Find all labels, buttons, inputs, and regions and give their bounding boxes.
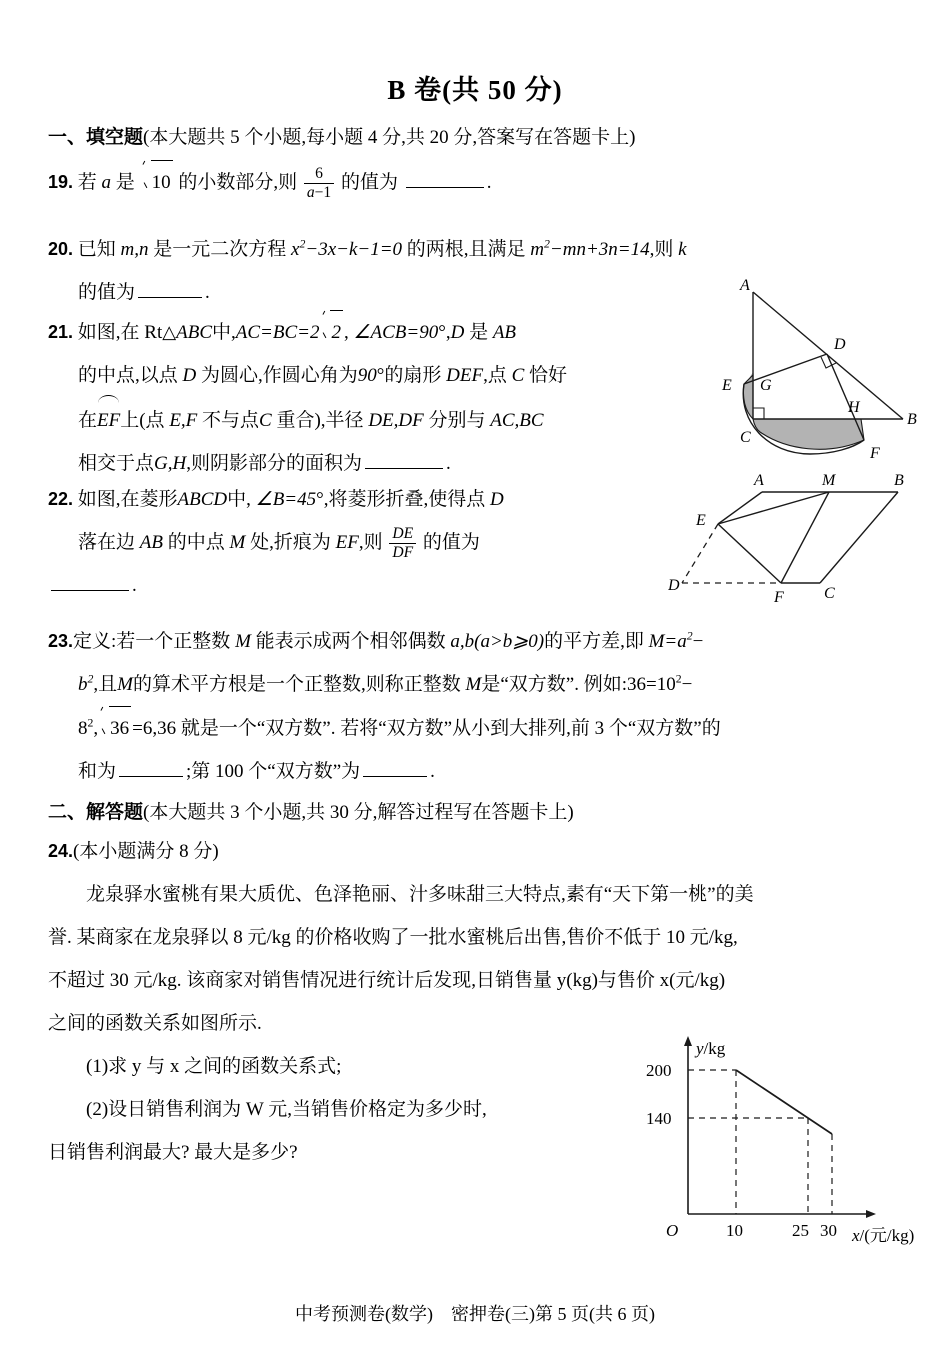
q21-l2-deg	[358, 365, 385, 386]
q22-fraction-numerator: DE	[392, 525, 414, 543]
label-M: M	[822, 472, 836, 489]
q23-text-3: 的平方差,即	[544, 631, 644, 652]
q22-angle-text: ∠B=45	[255, 489, 317, 510]
q23-l2-text1: ,且	[93, 674, 118, 695]
q21-seg-ab: AB	[492, 322, 517, 343]
q22-point-d: D	[490, 489, 504, 510]
q23-l2-m: M	[117, 674, 133, 695]
label-F: F	[774, 589, 784, 606]
question-23-line-3	[48, 706, 721, 750]
question-24-para-1: 龙泉驿水蜜桃有果大质优、色泽艳丽、汁多味甜三大特点,素有“天下第一桃”的美	[86, 884, 754, 905]
question-24-sub-2a: (2)设日销售利润为 W 元,当销售价格定为多少时,	[86, 1099, 487, 1120]
q21-l3-c: C	[259, 410, 272, 431]
q20-var-k: k	[678, 239, 687, 260]
q20-vars-mn: m,n	[120, 239, 149, 260]
q22-text-1: 如图,在菱形	[77, 489, 178, 510]
q22-crease-ef: EF	[335, 532, 359, 553]
q22-text-2: 中,	[227, 489, 251, 510]
question-23-line-4	[48, 750, 721, 793]
figure-21-triangle-sector	[698, 272, 930, 470]
xtick-10: 10	[726, 1221, 743, 1240]
q23-l3-text: =6,36 就是一个“双方数”. 若将“双方数”从小到大排列,前 3 个“双方数”的	[132, 718, 721, 739]
sqrt-icon	[141, 160, 173, 204]
x-axis-arrow	[866, 1210, 876, 1218]
right-angle-c	[753, 408, 764, 419]
q21-l2-text5: 恰好	[529, 365, 568, 386]
xtick-30: 30	[820, 1221, 837, 1240]
q21-l2-c: C	[511, 365, 525, 386]
answer-blank-22[interactable]	[51, 590, 129, 591]
q22-l3-period: .	[132, 575, 137, 596]
data-line	[736, 1070, 832, 1134]
label-B: B	[894, 472, 904, 489]
q20-text-1: 已知	[77, 239, 116, 260]
q20-line2-period: .	[205, 282, 210, 303]
question-24-para-2: 誉. 某商家在龙泉驿以 8 元/kg 的价格收购了一批水蜜桃后出售,售价不低于 10 元/kg,	[48, 927, 738, 948]
y-axis-arrow	[684, 1036, 692, 1046]
q19-var-a: a	[101, 172, 112, 193]
section-heading-fill-in	[48, 122, 635, 149]
answer-blank-20[interactable]	[138, 297, 202, 298]
question-19-line-1	[48, 160, 491, 204]
question-22-line-3	[48, 564, 504, 607]
section-label-solve: 二、解答题	[48, 802, 144, 823]
q22-l2-text4: ,则	[358, 532, 383, 553]
label-A: A	[740, 277, 750, 294]
q23-l2-text2: 的算术平方根是一个正整数,则称正整数	[132, 674, 461, 695]
x-axis-label: x/(元/kg)	[852, 1226, 915, 1245]
degree-icon: °	[376, 365, 385, 386]
q21-abc: ABC	[176, 322, 212, 343]
figure-22-svg	[668, 468, 930, 608]
q20-text-4: ,则	[649, 239, 674, 260]
arc-ef-icon: EF	[97, 397, 120, 442]
degree-icon: °	[438, 322, 446, 343]
crease-em	[718, 492, 829, 524]
q23-radicand: 36	[109, 706, 131, 750]
q21-l3-acbc: AC,BC	[490, 410, 544, 431]
q19-text-2: 是	[115, 172, 135, 193]
q21-text-2: 中,	[212, 322, 236, 343]
q23-l2-text3: 是“双方数”. 例如:36=10	[481, 674, 676, 695]
label-C: C	[740, 429, 751, 446]
q23-eight-squared	[78, 718, 93, 739]
q22-fraction	[389, 525, 416, 561]
question-22-number: 22.	[48, 489, 74, 509]
answer-blank-23a[interactable]	[119, 776, 183, 777]
q19-fraction-numerator: 6	[315, 165, 323, 183]
q22-l2-text5: 的值为	[422, 532, 480, 553]
question-20-number: 20.	[48, 239, 74, 259]
answer-blank-23b[interactable]	[363, 776, 427, 777]
answer-blank-19[interactable]	[406, 187, 484, 188]
q23-text-2: 能表示成两个相邻偶数	[255, 631, 446, 652]
sqrt-icon	[320, 310, 343, 354]
question-22	[48, 478, 504, 607]
q22-l2-text1: 落在边	[78, 532, 136, 553]
figure-21-svg	[698, 272, 930, 470]
q22-seg-ab: AB	[139, 532, 163, 553]
label-D: D	[668, 577, 680, 594]
q21-l2-90: 90	[357, 365, 377, 386]
question-20-line-1	[48, 228, 687, 271]
sqrt-icon	[99, 706, 131, 750]
q23-var-m: M	[235, 631, 251, 652]
question-23-line-1	[48, 620, 721, 663]
question-24-number: 24.	[48, 841, 74, 861]
degree-icon: °	[316, 489, 324, 510]
q23-l4-text1: 和为	[78, 761, 117, 782]
question-19	[48, 160, 491, 204]
q20-cond-m: m	[530, 239, 545, 260]
q21-l3-radii: DE,DF	[368, 410, 424, 431]
q19-text-3: 的小数部分,则	[178, 172, 298, 193]
q23-l4-text2: ;第 100 个“双方数”为	[186, 761, 361, 782]
question-24-marks: (本小题满分 8 分)	[73, 841, 219, 862]
question-20	[48, 228, 687, 314]
section-desc-fill-in: (本大题共 5 个小题,每小题 4 分,共 20 分,答案写在答题卡上)	[143, 127, 636, 148]
q22-l2-text2: 的中点	[167, 532, 225, 553]
q20-eq-exp: 2	[299, 237, 306, 251]
q19-fraction	[304, 165, 334, 201]
q20-text-2: 是一元二次方程	[153, 239, 287, 260]
page-footer: 中考预测卷(数学) 密押卷(三)第 5 页(共 6 页)	[295, 1304, 655, 1324]
q22-fraction-denominator: DF	[389, 543, 416, 561]
question-21	[48, 310, 567, 485]
xtick-25: 25	[792, 1221, 809, 1240]
crease-ef	[718, 524, 781, 583]
q21-radicand: 2	[330, 310, 343, 354]
q21-ac-bc: AC=BC=2	[235, 322, 320, 343]
q21-l3-text4: 重合),半径	[276, 410, 364, 431]
q23-formula-text: M=a	[648, 631, 687, 652]
section-desc-solve: (本大题共 3 个小题,共 30 分,解答过程写在答题卡上)	[143, 802, 574, 823]
q23-formula	[649, 631, 693, 652]
q20-equation	[291, 239, 402, 260]
y-axis-label: y/kg	[696, 1039, 726, 1058]
q21-comma-2: ,	[445, 322, 451, 343]
radius-de	[744, 354, 827, 384]
q20-cond-exp: 2	[544, 237, 550, 251]
q23-l3-comma: ,	[93, 718, 99, 739]
label-D: D	[834, 336, 846, 353]
label-G: G	[760, 377, 772, 394]
q21-sector-def: DEF	[446, 365, 484, 386]
q23-b-squared	[78, 674, 93, 695]
label-H: H	[848, 399, 860, 416]
side-cb	[820, 492, 898, 583]
label-E: E	[722, 377, 732, 394]
origin-label: O	[666, 1221, 679, 1240]
question-23-number: 23.	[48, 631, 74, 651]
q19-den-rest: −1	[314, 183, 332, 201]
label-B: B	[907, 411, 917, 428]
question-21-line-1	[48, 310, 567, 354]
q23-eight-exp: 2	[87, 716, 94, 730]
q23-example-exp: 2	[675, 672, 682, 686]
q22-abcd: ABCD	[177, 489, 228, 510]
question-24-sub-1: (1)求 y 与 x 之间的函数关系式;	[86, 1056, 342, 1077]
q19-text-1: 若	[77, 172, 97, 193]
question-19-number: 19.	[48, 172, 74, 192]
question-23	[48, 620, 721, 793]
q23-text-1: 定义:若一个正整数	[73, 631, 231, 652]
question-21-line-3	[48, 397, 567, 442]
q22-point-m: M	[229, 532, 246, 553]
section-label-fill-in: 一、填空题	[48, 127, 144, 148]
q23-l2-m2: M	[465, 674, 482, 695]
question-20-line-2	[48, 271, 687, 314]
q21-l4-text1: 相交于点	[78, 453, 155, 474]
q21-l4-period: .	[445, 453, 451, 474]
q20-line2-text: 的值为	[78, 282, 136, 303]
q21-l3-ef: E,F	[169, 410, 198, 431]
q21-l2-text2: 为圆心,作圆心角为	[201, 365, 358, 386]
label-E: E	[696, 512, 706, 529]
q23-b: b	[78, 674, 88, 695]
q23-l4-period: .	[430, 761, 435, 782]
q21-l2-d: D	[182, 365, 197, 386]
q21-text-1: 如图,在 Rt	[77, 322, 163, 343]
q19-text-4: 的值为	[340, 172, 398, 193]
q23-l2-minus: −	[681, 674, 693, 695]
q21-l2-text3: 的扇形	[384, 365, 442, 386]
q19-den-var: a	[306, 183, 315, 201]
question-21-number: 21.	[48, 322, 74, 342]
question-24-para-4: 之间的函数关系如图所示.	[48, 1013, 262, 1034]
question-24-header	[48, 830, 754, 873]
chart-svg	[640, 1028, 940, 1268]
q23-eight: 8	[78, 718, 88, 739]
q23-b-exp: 2	[87, 672, 94, 686]
q23-minus: −	[692, 631, 704, 652]
q22-text-3: ,将菱形折叠,使得点	[323, 489, 486, 510]
q20-eq-x: x	[291, 239, 300, 260]
q21-l2-text4: ,点	[483, 365, 507, 386]
triangle-icon: △	[162, 322, 177, 342]
segment-mf	[781, 492, 829, 583]
section-heading-solve	[48, 797, 574, 824]
q21-l2-text1: 的中点,以点	[78, 365, 178, 386]
page-title: B 卷(共 50 分)	[387, 75, 563, 105]
q22-l2-text3: 处,折痕为	[250, 532, 331, 553]
question-22-line-1	[48, 478, 504, 521]
q23-cond-ab: a,b(a>b⩾0)	[450, 631, 545, 652]
label-F: F	[870, 445, 880, 462]
ytick-140: 140	[646, 1109, 672, 1128]
ytick-200: 200	[646, 1061, 672, 1080]
label-C: C	[824, 585, 835, 602]
q21-l4-text2: ,则阴影部分的面积为	[186, 453, 362, 474]
side-ae	[718, 492, 762, 524]
figure-24-chart	[640, 1028, 940, 1268]
q20-condition	[530, 239, 649, 260]
q21-point-d: D	[450, 322, 465, 343]
q20-text-3: 的两根,且满足	[406, 239, 526, 260]
dashed-ed	[682, 524, 718, 583]
q21-l3-text1: 在	[78, 410, 98, 431]
answer-blank-21[interactable]	[365, 468, 443, 469]
q19-radicand: 10	[151, 160, 173, 204]
q20-eq-rest: −3x−k−1=0	[305, 239, 403, 260]
figure-22-rhombus-fold	[668, 468, 930, 608]
q21-l3-text2: 上(点	[120, 410, 165, 431]
q21-l3-text3: 不与点	[202, 410, 260, 431]
q21-text-3: 是	[469, 322, 489, 343]
q21-l4-gh: G,H	[154, 453, 187, 474]
q20-cond-rest: −mn+3n=14	[549, 239, 650, 260]
q19-fraction-denominator	[304, 183, 334, 201]
q21-comma-1: ,	[343, 322, 349, 343]
q21-angle-text: ∠ACB=90	[353, 322, 439, 343]
shade-cf-bottom	[753, 419, 864, 449]
q19-period: .	[486, 172, 492, 193]
question-24-sub-2b: 日销售利润最大? 最大是多少?	[48, 1142, 298, 1163]
q21-angle	[353, 322, 445, 343]
q22-angle-b	[256, 489, 324, 510]
q23-formula-exp: 2	[686, 629, 693, 643]
label-A: A	[754, 472, 764, 489]
q21-l3-text5: 分别与	[428, 410, 486, 431]
question-24-para-3: 不超过 30 元/kg. 该商家对销售情况进行统计后发现,日销售量 y(kg)与售价 x(元/kg)	[48, 970, 726, 991]
question-23-line-2	[48, 663, 721, 706]
question-22-line-2	[48, 521, 504, 564]
question-21-line-2	[48, 354, 567, 397]
